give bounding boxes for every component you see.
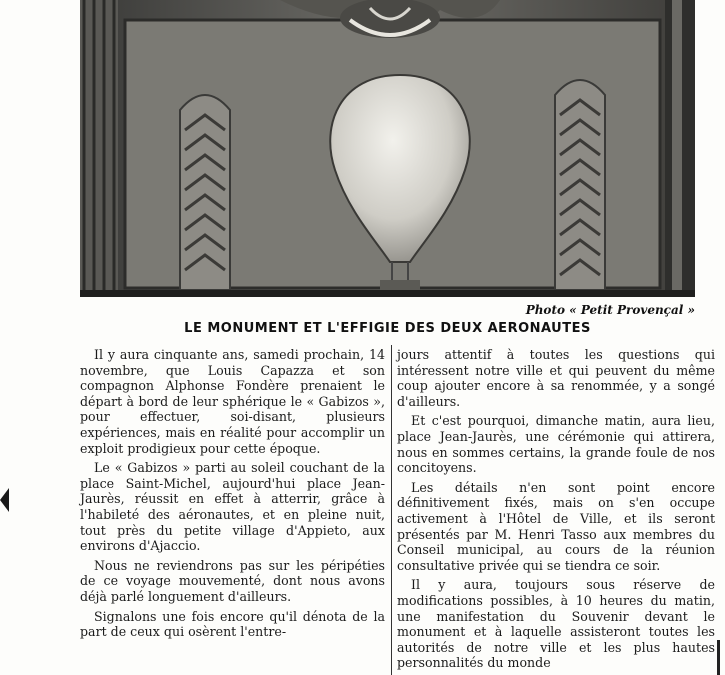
article-column-right xyxy=(397,347,715,675)
page-edge-mark xyxy=(717,640,720,675)
paragraph: Il y aura cinquante ans, samedi prochain, 14 novembre, que Louis Capazza et son compagnon Alphonse Fondère prenaient le départ à bord de leur sphérique le « Gabizos », pour effectuer, soi-disant, plusieurs expériences, mais en réalité pour accomplir un exploit prodigieux pour cette époque. xyxy=(80,347,385,456)
paragraph: jours attentif à toutes les questions qui intéressent notre ville et qui peuvent du même coup ajouter encore à sa renommée, y a songé d'ailleurs. xyxy=(397,347,715,409)
photo-credit: Photo « Petit Provençal » xyxy=(525,303,695,317)
paragraph: Et c'est pourquoi, dimanche matin, aura lieu, place Jean-Jaurès, une cérémonie qui attirera, nous en sommes certains, la grande foule de nos concitoyens. xyxy=(397,413,715,476)
column-divider xyxy=(391,345,392,675)
margin-arrow-mark xyxy=(0,488,9,512)
headline: LE MONUMENT ET L'EFFIGIE DES DEUX AERONAUTES xyxy=(184,321,591,336)
paragraph: Il y aura, toujours sous réserve de modifications possibles, à 10 heures du matin, une manifestation du Souvenir devant le monument et à laquelle assisteront toutes les autorités de notre ville et les plus hautes personnalités du monde xyxy=(397,577,715,671)
paragraph: Les détails n'en sont point encore définitivement fixés, mais on s'en occupe activement à l'Hôtel de Ville, et ils seront présentés par M. Henri Tasso aux membres du Conseil municipal, au cours de la réunion consultative privée qui se tiendra ce soir. xyxy=(397,479,715,573)
monument-photo xyxy=(80,0,695,297)
monument-photo-icon xyxy=(80,0,695,297)
page-margin xyxy=(0,0,78,675)
paragraph: Le « Gabizos » parti au soleil couchant de la place Saint-Michel, aujourd'hui place Jean-Jaurès, réussit en effet à atterrir, grâce à l'habileté des aéronautes, et en pleine nuit, tout près du petite village d'Appieto, aux environs d'Ajaccio. xyxy=(80,460,385,554)
paragraph: Signalons une fois encore qu'il dénota de la part de ceux qui osèrent l'entre- xyxy=(80,608,385,640)
article-column-left xyxy=(80,347,385,644)
paragraph: Nous ne reviendrons pas sur les péripéties de ce voyage mouvementé, dont nous avons déjà parlé longuement d'ailleurs. xyxy=(80,557,385,604)
